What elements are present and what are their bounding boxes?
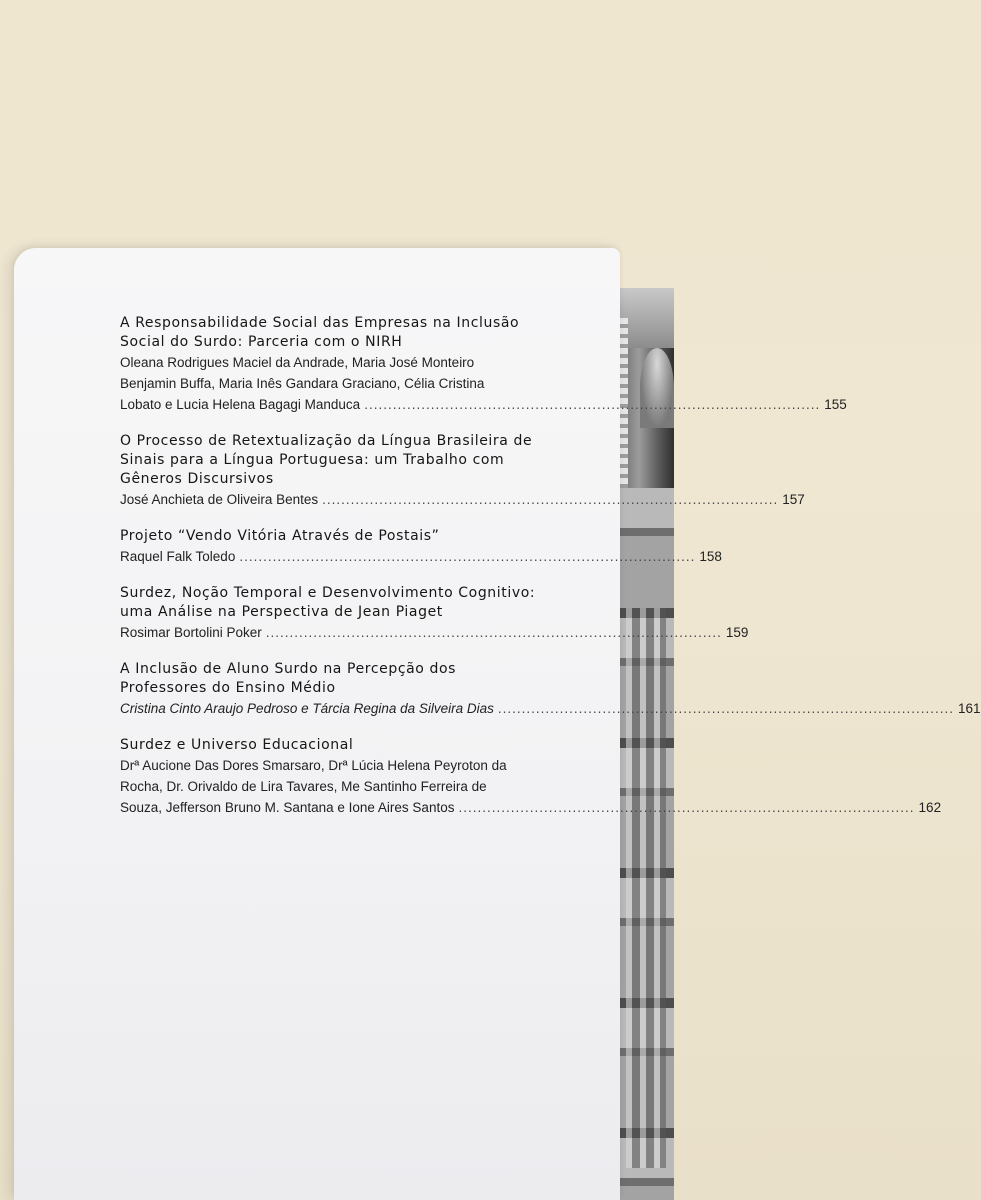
toc-entry [120,527,722,567]
entry-title-line: Surdez, Noção Temporal e Desenvolvimento Cognitivo: [120,585,536,601]
entry-title-line: Surdez e Universo Educacional [120,737,354,753]
entry-page-line [120,489,805,510]
toc-entry [120,660,981,719]
toc-entry [120,314,847,415]
page-number: 157 [782,492,805,507]
entry-title-line: O Processo de Retextualização da Língua Brasileira de [120,433,533,449]
entry-authors-last: José Anchieta de Oliveira Bentes [120,492,319,507]
entry-authors-line: Benjamin Buffa, Maria Inês Gandara Graciano, Célia Cristina [120,376,485,391]
entry-title-line: Projeto “Vendo Vitória Através de Postais” [120,528,440,544]
page-number: 162 [918,800,942,815]
photo-dome [640,348,674,428]
entry-authors-last: Raquel Falk Toledo [120,549,236,564]
entry-page-line [120,394,847,415]
toc-entry [120,432,805,510]
entry-title-line: Gêneros Discursivos [120,471,274,487]
entry-title-line: Professores do Ensino Médio [120,680,336,696]
entry-title-line: Sinais para a Língua Portuguesa: um Trabalho com [120,452,505,468]
entry-authors-last: Lobato e Lucia Helena Bagagi Manduca [120,397,361,412]
entry-title-line: A Responsabilidade Social das Empresas na Inclusão [120,315,520,331]
toc-entry [120,584,749,643]
dot-leader: ................................................................................................ [265,625,722,640]
entry-title-line: A Inclusão de Aluno Surdo na Percepção dos [120,661,457,677]
entry-authors-last: Rosimar Bortolini Poker [120,625,262,640]
page-number: 158 [699,549,722,564]
entry-title-line: Social do Surdo: Parceria com o NIRH [120,334,403,350]
entry-authors-last: Souza, Jefferson Bruno M. Santana e Ione Aires Santos [120,800,455,815]
dot-leader: ................................................................................................ [322,492,779,507]
entry-page-line [120,622,749,643]
entry-page-line [120,797,942,818]
dot-leader: ................................................................................................ [497,701,954,716]
page-number: 155 [824,397,847,412]
entry-authors-line: Drª Aucione Das Dores Smarsaro, Drª Lúcia Helena Peyroton da [120,758,507,773]
table-of-contents [120,314,981,835]
entry-authors-last: Cristina Cinto Araujo Pedroso e Tárcia Regina da Silveira Dias [120,701,494,716]
dot-leader: ................................................................................................ [239,549,696,564]
entry-title-line: uma Análise na Perspectiva de Jean Piaget [120,604,443,620]
toc-entry [120,736,942,818]
photo-columns [626,608,666,1168]
page-number: 159 [725,625,749,640]
entry-authors-line: Oleana Rodrigues Maciel da Andrade, Maria José Monteiro [120,355,475,370]
dot-leader: ................................................................................................ [458,800,915,815]
page-number: 161 [958,701,981,716]
entry-page-line [120,546,722,567]
dot-leader: ................................................................................................ [364,397,821,412]
entry-authors-line: Rocha, Dr. Orivaldo de Lira Tavares, Me Santinho Ferreira de [120,779,487,794]
entry-page-line [120,698,981,719]
